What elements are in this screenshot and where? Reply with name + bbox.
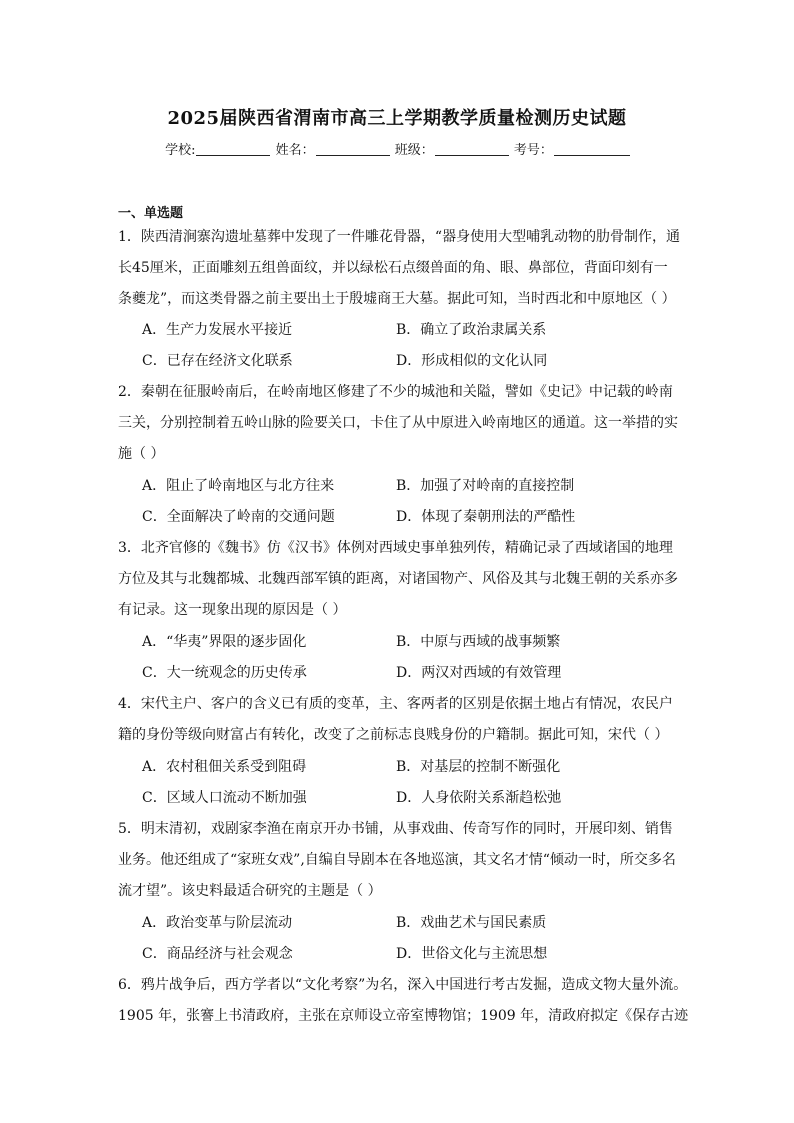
option-d: D．两汉对西域的有效管理 xyxy=(396,665,562,681)
option-b: B．确立了政治隶属关系 xyxy=(396,322,547,338)
class-blank xyxy=(435,143,509,156)
option-c: C．区域人口流动不断加强 xyxy=(142,790,307,806)
question-5-options xyxy=(142,908,662,970)
question-line: 2．秦朝在征服岭南后，在岭南地区修建了不少的城池和关隘，譬如《史记》中记载的岭南 xyxy=(118,384,673,400)
question-line: 施（ ） xyxy=(118,446,165,462)
exam-title: 2025届陕西省渭南市高三上学期教学质量检测历史试题 xyxy=(167,108,627,129)
question-line: 有记录。这一现象出现的原因是（ ） xyxy=(118,602,347,618)
option-b: B．加强了对岭南的直接控制 xyxy=(396,478,575,494)
class-label: 班级： xyxy=(394,143,434,158)
question-3-options xyxy=(142,627,662,689)
question-4-options xyxy=(142,752,662,814)
option-c: C．已存在经济文化联系 xyxy=(142,353,293,369)
school-blank xyxy=(196,143,270,156)
question-line: 方位及其与北魏都城、北魏西部军镇的距离，对诸国物产、风俗及其与北魏王朝的关系亦多 xyxy=(118,571,678,587)
number-label: 考号： xyxy=(513,143,553,158)
option-a: A．农村租佃关系受到阻碍 xyxy=(142,759,307,775)
option-d: D．体现了秦朝刑法的严酷性 xyxy=(396,509,576,525)
question-4 xyxy=(118,689,683,751)
name-label: 姓名： xyxy=(275,143,315,158)
option-a: A．政治变革与阶层流动 xyxy=(142,915,293,931)
option-d: D．世俗文化与主流思想 xyxy=(396,946,548,962)
school-label: 学校: xyxy=(165,143,196,158)
question-line: 6．鸦片战争后，西方学者以“文化考察”为名，深入中国进行考古发掘，造成文物大量外流。 xyxy=(118,977,688,993)
question-1 xyxy=(118,222,683,315)
question-line: 1．陕西清涧寨沟遗址墓葬中发现了一件雕花骨器，“器身使用大型哺乳动物的肋骨制作，通 xyxy=(118,229,681,245)
student-info-row xyxy=(0,139,794,158)
question-3 xyxy=(118,533,683,626)
question-line: 三关，分别控制着五岭山脉的险要关口，卡住了从中原进入岭南地区的通道。这一举措的实 xyxy=(118,415,678,431)
question-line: 1905 年，张謇上书清政府，主张在京师设立帝室博物馆；1909 年，清政府拟定《保存古迹 xyxy=(118,1008,689,1024)
section-heading: 一、单选题 xyxy=(118,206,184,221)
question-line: 4．宋代主户、客户的含义已有质的变革，主、客两者的区别是依据土地占有情况，农民户 xyxy=(118,696,673,712)
name-blank xyxy=(316,143,390,156)
option-a: A．“华夷”界限的逐步固化 xyxy=(142,634,307,650)
option-b: B．戏曲艺术与国民素质 xyxy=(396,915,547,931)
question-6 xyxy=(118,970,689,1032)
question-2-options xyxy=(142,471,662,533)
question-1-options xyxy=(142,315,662,377)
question-line: 籍的身份等级向财富占有转化，改变了之前标志良贱身份的户籍制。据此可知，宋代（ ） xyxy=(118,727,669,743)
question-line: 条夔龙”，而这类骨器之前主要出土于殷墟商王大墓。据此可知，当时西北和中原地区（ ） xyxy=(118,291,676,307)
option-c: C．大一统观念的历史传承 xyxy=(142,665,307,681)
question-5 xyxy=(118,814,683,907)
option-c: C．全面解决了岭南的交通问题 xyxy=(142,509,335,525)
question-line: 5．明末清初，戏剧家李渔在南京开办书铺，从事戏曲、传奇写作的同时，开展印刻、销售 xyxy=(118,821,673,837)
option-a: A．生产力发展水平接近 xyxy=(142,322,293,338)
question-line: 3．北齐官修的《魏书》仿《汉书》体例对西域史事单独列传，精确记录了西域诸国的地理 xyxy=(118,540,673,556)
question-line: 流才望”。该史料最适合研究的主题是（ ） xyxy=(118,883,382,899)
question-line: 业务。他还组成了“家班女戏”,自编自导剧本在各地巡演，其文名才情“倾动一时，所交多名 xyxy=(118,852,676,868)
number-blank xyxy=(554,143,630,156)
option-a: A．阻止了岭南地区与北方往来 xyxy=(142,478,335,494)
question-line: 长45厘米，正面雕刻五组兽面纹，并以绿松石点缀兽面的角、眼、鼻部位，背面印刻有一 xyxy=(118,260,668,276)
option-b: B．对基层的控制不断强化 xyxy=(396,759,561,775)
option-b: B．中原与西域的战事频繁 xyxy=(396,634,561,650)
option-d: D．形成相似的文化认同 xyxy=(396,353,548,369)
question-2 xyxy=(118,377,683,470)
option-d: D．人身依附关系渐趋松弛 xyxy=(396,790,562,806)
option-c: C．商品经济与社会观念 xyxy=(142,946,293,962)
